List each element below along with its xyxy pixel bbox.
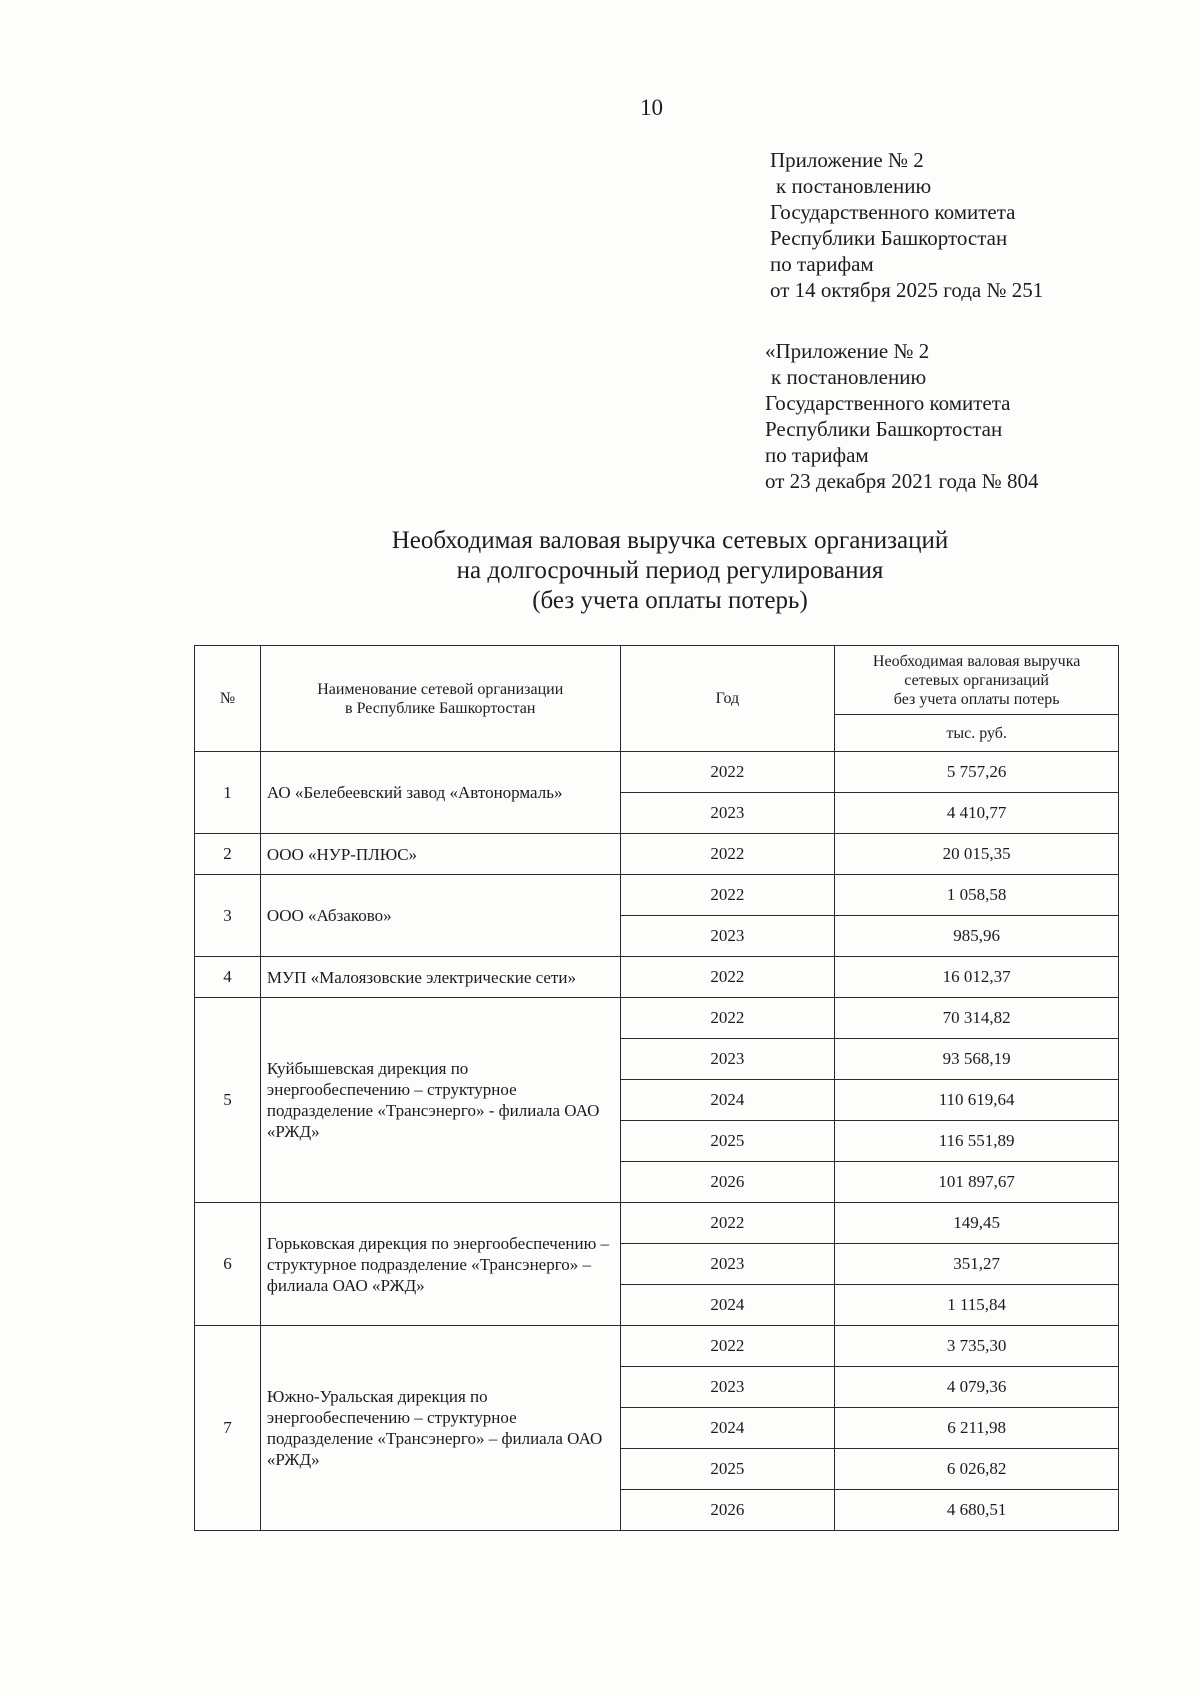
- table-row: [195, 957, 1119, 998]
- value-cell: 1 058,58: [835, 875, 1119, 916]
- appendix-line: Республики Башкортостан: [770, 226, 1008, 250]
- value-cell: 16 012,37: [835, 957, 1119, 998]
- appendix-line: от 14 октября 2025 года № 251: [770, 278, 1044, 302]
- header-name: [260, 646, 620, 752]
- year-cell: 2022: [620, 1203, 835, 1244]
- revenue-table: [194, 645, 1119, 1531]
- value-cell: 6 026,82: [835, 1449, 1119, 1490]
- org-name: Горьковская дирекция по энергообеспечению – структурное подразделение «Трансэнерго» – филиала ОАО «РЖД»: [260, 1203, 620, 1326]
- value-cell: 1 115,84: [835, 1285, 1119, 1326]
- org-number: 2: [195, 834, 261, 875]
- org-number: 1: [195, 752, 261, 834]
- year-cell: 2024: [620, 1080, 835, 1121]
- org-name: Южно-Уральская дирекция по энергообеспечению – структурное подразделение «Трансэнерго» – филиала ОАО «РЖД»: [260, 1326, 620, 1531]
- org-name: АО «Белебеевский завод «Автонормаль»: [260, 752, 620, 834]
- org-number: 3: [195, 875, 261, 957]
- header-value: [835, 646, 1119, 715]
- value-cell: 149,45: [835, 1203, 1119, 1244]
- year-cell: 2022: [620, 1326, 835, 1367]
- year-cell: 2024: [620, 1408, 835, 1449]
- appendix-line: Государственного комитета: [770, 200, 1016, 224]
- table-row: [195, 1326, 1119, 1367]
- year-cell: 2022: [620, 957, 835, 998]
- header-value-line: без учета оплаты потерь: [893, 690, 1060, 708]
- document-title: [300, 526, 1040, 616]
- value-cell: 4 410,77: [835, 793, 1119, 834]
- value-cell: 20 015,35: [835, 834, 1119, 875]
- value-cell: 116 551,89: [835, 1121, 1119, 1162]
- header-year: Год: [620, 646, 835, 752]
- value-cell: 6 211,98: [835, 1408, 1119, 1449]
- org-name: ООО «Абзаково»: [260, 875, 620, 957]
- page-number: 10: [640, 95, 663, 120]
- org-number: 5: [195, 998, 261, 1203]
- appendix-line: по тарифам: [765, 443, 869, 467]
- appendix-line: по тарифам: [770, 252, 874, 276]
- appendix-line: к постановлению: [776, 174, 932, 198]
- year-cell: 2023: [620, 1244, 835, 1285]
- appendix-line: от 23 декабря 2021 года № 804: [765, 469, 1039, 493]
- year-cell: 2023: [620, 793, 835, 834]
- header-value-line: сетевых организаций: [904, 671, 1049, 689]
- org-number: 7: [195, 1326, 261, 1531]
- year-cell: 2022: [620, 998, 835, 1039]
- year-cell: 2023: [620, 1039, 835, 1080]
- appendix-line: Приложение № 2: [770, 148, 924, 172]
- value-cell: 5 757,26: [835, 752, 1119, 793]
- year-cell: 2022: [620, 752, 835, 793]
- year-cell: 2022: [620, 834, 835, 875]
- org-name: МУП «Малоязовские электрические сети»: [260, 957, 620, 998]
- appendix-line: Республики Башкортостан: [765, 417, 1003, 441]
- org-name: Куйбышевская дирекция по энергообеспечению – структурное подразделение «Трансэнерго» - филиала ОАО «РЖД»: [260, 998, 620, 1203]
- year-cell: 2023: [620, 916, 835, 957]
- title-line: (без учета оплаты потерь): [532, 587, 808, 614]
- value-cell: 3 735,30: [835, 1326, 1119, 1367]
- org-number: 4: [195, 957, 261, 998]
- appendix-line: «Приложение № 2: [765, 339, 930, 363]
- appendix-header-current: [770, 147, 1170, 303]
- value-cell: 110 619,64: [835, 1080, 1119, 1121]
- appendix-header-original: [765, 338, 1165, 494]
- title-line: на долгосрочный период регулирования: [456, 557, 884, 584]
- header-name-line: в Республике Башкортостан: [345, 699, 536, 717]
- org-name: ООО «НУР-ПЛЮС»: [260, 834, 620, 875]
- table-row: [195, 834, 1119, 875]
- table-row: [195, 875, 1119, 916]
- org-number: 6: [195, 1203, 261, 1326]
- value-cell: 4 079,36: [835, 1367, 1119, 1408]
- year-cell: 2022: [620, 875, 835, 916]
- value-cell: 70 314,82: [835, 998, 1119, 1039]
- header-unit: тыс. руб.: [835, 715, 1119, 752]
- value-cell: 4 680,51: [835, 1490, 1119, 1531]
- year-cell: 2023: [620, 1367, 835, 1408]
- table-row: [195, 752, 1119, 793]
- value-cell: 985,96: [835, 916, 1119, 957]
- appendix-line: Государственного комитета: [765, 391, 1011, 415]
- value-cell: 93 568,19: [835, 1039, 1119, 1080]
- year-cell: 2025: [620, 1121, 835, 1162]
- year-cell: 2024: [620, 1285, 835, 1326]
- header-name-line: Наименование сетевой организации: [317, 680, 564, 698]
- table-body: [195, 752, 1119, 1531]
- table-row: [195, 1203, 1119, 1244]
- header-value-line: Необходимая валовая выручка: [872, 652, 1081, 670]
- year-cell: 2025: [620, 1449, 835, 1490]
- year-cell: 2026: [620, 1162, 835, 1203]
- appendix-line: к постановлению: [771, 365, 927, 389]
- table-row: [195, 998, 1119, 1039]
- year-cell: 2026: [620, 1490, 835, 1531]
- title-line: Необходимая валовая выручка сетевых организаций: [391, 527, 949, 554]
- header-num: №: [195, 646, 261, 752]
- value-cell: 351,27: [835, 1244, 1119, 1285]
- value-cell: 101 897,67: [835, 1162, 1119, 1203]
